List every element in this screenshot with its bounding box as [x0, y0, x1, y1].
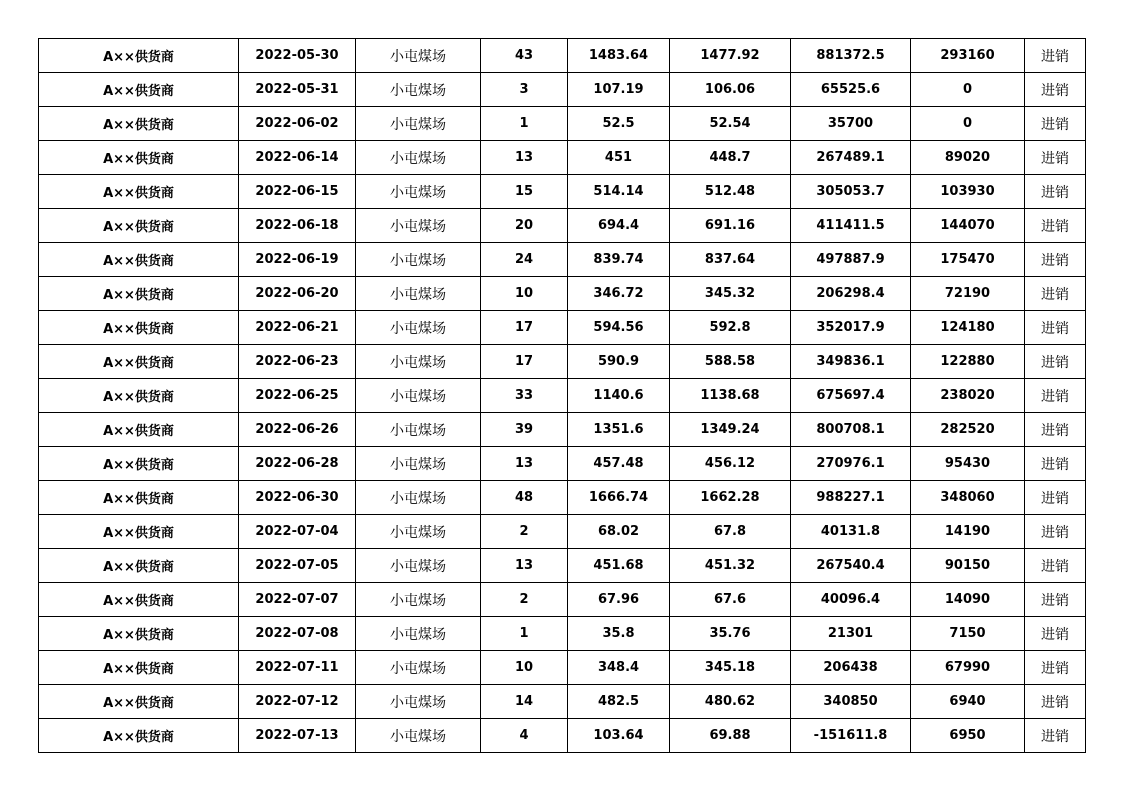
type-cell: 进销: [1025, 617, 1086, 651]
table-row: [39, 175, 1086, 209]
amount-cell: 21301: [791, 617, 911, 651]
date-cell: 2022-07-04: [239, 515, 356, 549]
yard-cell: 小屯煤场: [356, 685, 481, 719]
net-weight-cell: 837.64: [670, 243, 791, 277]
net-weight-cell: 592.8: [670, 311, 791, 345]
date-cell: 2022-05-30: [239, 39, 356, 73]
gross-weight-cell: 1666.74: [568, 481, 670, 515]
table-row: [39, 39, 1086, 73]
gross-weight-cell: 107.19: [568, 73, 670, 107]
supplier-cell: A××供货商: [39, 73, 239, 107]
type-cell: 进销: [1025, 141, 1086, 175]
date-cell: 2022-06-19: [239, 243, 356, 277]
supplier-cell: A××供货商: [39, 379, 239, 413]
table-row: [39, 583, 1086, 617]
table-row: [39, 209, 1086, 243]
amount-cell: 675697.4: [791, 379, 911, 413]
date-cell: 2022-06-18: [239, 209, 356, 243]
gross-weight-cell: 52.5: [568, 107, 670, 141]
count-cell: 10: [481, 651, 568, 685]
supplier-cell: A××供货商: [39, 685, 239, 719]
table-row: [39, 277, 1086, 311]
amount-cell: 497887.9: [791, 243, 911, 277]
supplier-cell: A××供货商: [39, 39, 239, 73]
supplier-cell: A××供货商: [39, 719, 239, 753]
supplier-cell: A××供货商: [39, 209, 239, 243]
yard-cell: 小屯煤场: [356, 413, 481, 447]
count-cell: 4: [481, 719, 568, 753]
gross-weight-cell: 694.4: [568, 209, 670, 243]
count-cell: 13: [481, 549, 568, 583]
gross-weight-cell: 1483.64: [568, 39, 670, 73]
gross-weight-cell: 103.64: [568, 719, 670, 753]
gross-weight-cell: 451.68: [568, 549, 670, 583]
net-weight-cell: 456.12: [670, 447, 791, 481]
amount-cell: 340850: [791, 685, 911, 719]
amount-cell: 267489.1: [791, 141, 911, 175]
count-cell: 13: [481, 141, 568, 175]
yard-cell: 小屯煤场: [356, 345, 481, 379]
amount-cell: 40131.8: [791, 515, 911, 549]
date-cell: 2022-07-13: [239, 719, 356, 753]
date-cell: 2022-06-15: [239, 175, 356, 209]
date-cell: 2022-06-26: [239, 413, 356, 447]
gross-weight-cell: 451: [568, 141, 670, 175]
count-cell: 33: [481, 379, 568, 413]
net-weight-cell: 106.06: [670, 73, 791, 107]
net-weight-cell: 512.48: [670, 175, 791, 209]
supplier-cell: A××供货商: [39, 549, 239, 583]
type-cell: 进销: [1025, 549, 1086, 583]
type-cell: 进销: [1025, 719, 1086, 753]
type-cell: 进销: [1025, 515, 1086, 549]
net-weight-cell: 1477.92: [670, 39, 791, 73]
freight-cell: 348060: [911, 481, 1025, 515]
amount-cell: 988227.1: [791, 481, 911, 515]
table-row: [39, 345, 1086, 379]
supplier-cell: A××供货商: [39, 277, 239, 311]
table-row: [39, 243, 1086, 277]
net-weight-cell: 67.8: [670, 515, 791, 549]
date-cell: 2022-06-20: [239, 277, 356, 311]
type-cell: 进销: [1025, 175, 1086, 209]
type-cell: 进销: [1025, 209, 1086, 243]
freight-cell: 175470: [911, 243, 1025, 277]
supplier-cell: A××供货商: [39, 311, 239, 345]
table-row: [39, 107, 1086, 141]
type-cell: 进销: [1025, 107, 1086, 141]
count-cell: 17: [481, 345, 568, 379]
count-cell: 3: [481, 73, 568, 107]
gross-weight-cell: 839.74: [568, 243, 670, 277]
type-cell: 进销: [1025, 685, 1086, 719]
net-weight-cell: 1662.28: [670, 481, 791, 515]
type-cell: 进销: [1025, 583, 1086, 617]
date-cell: 2022-06-21: [239, 311, 356, 345]
table-row: [39, 413, 1086, 447]
freight-cell: 0: [911, 73, 1025, 107]
count-cell: 10: [481, 277, 568, 311]
table-row: [39, 549, 1086, 583]
amount-cell: 349836.1: [791, 345, 911, 379]
gross-weight-cell: 67.96: [568, 583, 670, 617]
count-cell: 24: [481, 243, 568, 277]
freight-cell: 90150: [911, 549, 1025, 583]
supplier-cell: A××供货商: [39, 175, 239, 209]
count-cell: 2: [481, 583, 568, 617]
net-weight-cell: 345.32: [670, 277, 791, 311]
freight-cell: 0: [911, 107, 1025, 141]
net-weight-cell: 345.18: [670, 651, 791, 685]
table-row: [39, 379, 1086, 413]
freight-cell: 282520: [911, 413, 1025, 447]
yard-cell: 小屯煤场: [356, 311, 481, 345]
date-cell: 2022-07-05: [239, 549, 356, 583]
amount-cell: 35700: [791, 107, 911, 141]
freight-cell: 14090: [911, 583, 1025, 617]
gross-weight-cell: 514.14: [568, 175, 670, 209]
date-cell: 2022-07-12: [239, 685, 356, 719]
count-cell: 20: [481, 209, 568, 243]
amount-cell: 800708.1: [791, 413, 911, 447]
net-weight-cell: 1138.68: [670, 379, 791, 413]
table-body: [39, 39, 1086, 753]
type-cell: 进销: [1025, 73, 1086, 107]
net-weight-cell: 451.32: [670, 549, 791, 583]
type-cell: 进销: [1025, 379, 1086, 413]
count-cell: 39: [481, 413, 568, 447]
gross-weight-cell: 1351.6: [568, 413, 670, 447]
date-cell: 2022-07-07: [239, 583, 356, 617]
amount-cell: 881372.5: [791, 39, 911, 73]
table-row: [39, 311, 1086, 345]
yard-cell: 小屯煤场: [356, 209, 481, 243]
yard-cell: 小屯煤场: [356, 243, 481, 277]
table-row: [39, 447, 1086, 481]
yard-cell: 小屯煤场: [356, 175, 481, 209]
freight-cell: 144070: [911, 209, 1025, 243]
type-cell: 进销: [1025, 481, 1086, 515]
freight-cell: 122880: [911, 345, 1025, 379]
gross-weight-cell: 348.4: [568, 651, 670, 685]
gross-weight-cell: 590.9: [568, 345, 670, 379]
amount-cell: 270976.1: [791, 447, 911, 481]
type-cell: 进销: [1025, 345, 1086, 379]
table-row: [39, 481, 1086, 515]
table-row: [39, 685, 1086, 719]
table-row: [39, 141, 1086, 175]
yard-cell: 小屯煤场: [356, 277, 481, 311]
yard-cell: 小屯煤场: [356, 141, 481, 175]
type-cell: 进销: [1025, 277, 1086, 311]
type-cell: 进销: [1025, 39, 1086, 73]
net-weight-cell: 588.58: [670, 345, 791, 379]
freight-cell: 7150: [911, 617, 1025, 651]
gross-weight-cell: 35.8: [568, 617, 670, 651]
type-cell: 进销: [1025, 413, 1086, 447]
count-cell: 17: [481, 311, 568, 345]
yard-cell: 小屯煤场: [356, 515, 481, 549]
amount-cell: 411411.5: [791, 209, 911, 243]
date-cell: 2022-06-25: [239, 379, 356, 413]
net-weight-cell: 448.7: [670, 141, 791, 175]
supplier-cell: A××供货商: [39, 617, 239, 651]
amount-cell: 206438: [791, 651, 911, 685]
supplier-cell: A××供货商: [39, 583, 239, 617]
supplier-cell: A××供货商: [39, 651, 239, 685]
net-weight-cell: 52.54: [670, 107, 791, 141]
yard-cell: 小屯煤场: [356, 583, 481, 617]
amount-cell: 206298.4: [791, 277, 911, 311]
gross-weight-cell: 594.56: [568, 311, 670, 345]
amount-cell: 65525.6: [791, 73, 911, 107]
net-weight-cell: 691.16: [670, 209, 791, 243]
supplier-cell: A××供货商: [39, 481, 239, 515]
supplier-cell: A××供货商: [39, 447, 239, 481]
freight-cell: 6940: [911, 685, 1025, 719]
count-cell: 13: [481, 447, 568, 481]
yard-cell: 小屯煤场: [356, 719, 481, 753]
freight-cell: 67990: [911, 651, 1025, 685]
count-cell: 2: [481, 515, 568, 549]
supplier-cell: A××供货商: [39, 107, 239, 141]
table-row: [39, 651, 1086, 685]
freight-cell: 14190: [911, 515, 1025, 549]
yard-cell: 小屯煤场: [356, 73, 481, 107]
date-cell: 2022-07-11: [239, 651, 356, 685]
type-cell: 进销: [1025, 651, 1086, 685]
date-cell: 2022-06-23: [239, 345, 356, 379]
date-cell: 2022-06-14: [239, 141, 356, 175]
count-cell: 48: [481, 481, 568, 515]
freight-cell: 124180: [911, 311, 1025, 345]
freight-cell: 103930: [911, 175, 1025, 209]
freight-cell: 293160: [911, 39, 1025, 73]
date-cell: 2022-05-31: [239, 73, 356, 107]
supplier-cell: A××供货商: [39, 345, 239, 379]
gross-weight-cell: 1140.6: [568, 379, 670, 413]
date-cell: 2022-06-28: [239, 447, 356, 481]
yard-cell: 小屯煤场: [356, 107, 481, 141]
yard-cell: 小屯煤场: [356, 481, 481, 515]
table-row: [39, 515, 1086, 549]
type-cell: 进销: [1025, 243, 1086, 277]
yard-cell: 小屯煤场: [356, 651, 481, 685]
amount-cell: 40096.4: [791, 583, 911, 617]
amount-cell: -151611.8: [791, 719, 911, 753]
yard-cell: 小屯煤场: [356, 379, 481, 413]
count-cell: 1: [481, 107, 568, 141]
amount-cell: 352017.9: [791, 311, 911, 345]
yard-cell: 小屯煤场: [356, 617, 481, 651]
table-row: [39, 719, 1086, 753]
count-cell: 14: [481, 685, 568, 719]
net-weight-cell: 69.88: [670, 719, 791, 753]
table-row: [39, 73, 1086, 107]
freight-cell: 89020: [911, 141, 1025, 175]
supplier-cell: A××供货商: [39, 141, 239, 175]
freight-cell: 72190: [911, 277, 1025, 311]
amount-cell: 267540.4: [791, 549, 911, 583]
gross-weight-cell: 346.72: [568, 277, 670, 311]
freight-cell: 95430: [911, 447, 1025, 481]
type-cell: 进销: [1025, 311, 1086, 345]
gross-weight-cell: 482.5: [568, 685, 670, 719]
gross-weight-cell: 457.48: [568, 447, 670, 481]
date-cell: 2022-06-02: [239, 107, 356, 141]
count-cell: 1: [481, 617, 568, 651]
count-cell: 15: [481, 175, 568, 209]
type-cell: 进销: [1025, 447, 1086, 481]
gross-weight-cell: 68.02: [568, 515, 670, 549]
count-cell: 43: [481, 39, 568, 73]
yard-cell: 小屯煤场: [356, 39, 481, 73]
supplier-cell: A××供货商: [39, 413, 239, 447]
table-row: [39, 617, 1086, 651]
transaction-table: [38, 38, 1086, 753]
supplier-cell: A××供货商: [39, 243, 239, 277]
freight-cell: 6950: [911, 719, 1025, 753]
yard-cell: 小屯煤场: [356, 549, 481, 583]
net-weight-cell: 480.62: [670, 685, 791, 719]
net-weight-cell: 35.76: [670, 617, 791, 651]
net-weight-cell: 67.6: [670, 583, 791, 617]
supplier-cell: A××供货商: [39, 515, 239, 549]
net-weight-cell: 1349.24: [670, 413, 791, 447]
date-cell: 2022-06-30: [239, 481, 356, 515]
date-cell: 2022-07-08: [239, 617, 356, 651]
amount-cell: 305053.7: [791, 175, 911, 209]
freight-cell: 238020: [911, 379, 1025, 413]
yard-cell: 小屯煤场: [356, 447, 481, 481]
